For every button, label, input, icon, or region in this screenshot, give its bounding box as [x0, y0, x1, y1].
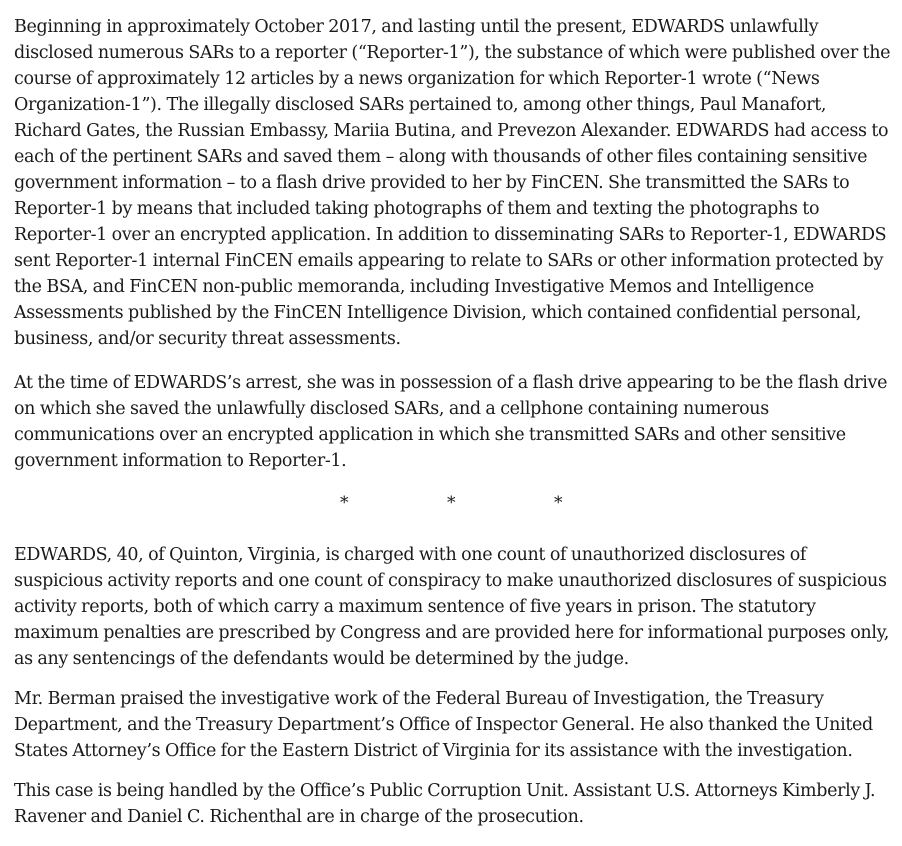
- paragraph-prosecution: This case is being handled by the Office’s Public Corruption Unit. Assistant U.S. Attorneys Kimberly J. Ravener and Daniel C. Richenthal are in charge of the prosecution.: [14, 781, 876, 827]
- separator-asterisk: *: [447, 493, 456, 513]
- section-separator: [14, 490, 894, 516]
- paragraph-charges: EDWARDS, 40, of Quinton, Virginia, is charged with one count of unauthorized disclosures of suspicious activity reports and one count of conspiracy to make unauthorized disclosures of suspicious activity reports, both of which carry a maximum sentence of five years in prison. The statutory maximum penalties are prescribed by Congress and are provided here for informational purposes only, as any sentencings of the defendants would be determined by the judge.: [14, 545, 890, 669]
- paragraph-disclosures: Beginning in approximately October 2017, and lasting until the present, EDWARDS unlawfully disclosed numerous SARs to a reporter (“Reporter-1”), the substance of which were published over the course of approximately 12 articles by a news organization for which Reporter-1 wrote (“News Organization-1”). The illegally disclosed SARs pertained to, among other things, Paul Manafort, Richard Gates, the Russian Embassy, Mariia Butina, and Prevezon Alexander. EDWARDS had access to each of the pertinent SARs and saved them – along with thousands of other files containing sensitive government information – to a flash drive provided to her by FinCEN. She transmitted the SARs to Reporter-1 by means that included taking photographs of them and texting the photographs to Reporter-1 over an encrypted application. In addition to disseminating SARs to Reporter-1, EDWARDS sent Reporter-1 internal FinCEN emails appearing to relate to SARs or other information protected by the BSA, and FinCEN non-public memoranda, including Investigative Memos and Intelligence Assessments published by the FinCEN Intelligence Division, which contained confidential personal, business, and/or security threat assessments.: [14, 17, 891, 349]
- press-release-body: [14, 14, 894, 844]
- paragraph-acknowledgements: Mr. Berman praised the investigative work of the Federal Bureau of Investigation, the Treasury Department, and the Treasury Department’s Office of Inspector General. He also thanked the United States Attorney’s Office for the Eastern District of Virginia for its assistance with the investigation.: [14, 689, 873, 761]
- separator-asterisk: *: [554, 493, 563, 513]
- paragraph-arrest: At the time of EDWARDS’s arrest, she was in possession of a flash drive appearing to be the flash drive on which she saved the unlawfully disclosed SARs, and a cellphone containing numerous communications over an encrypted application in which she transmitted SARs and other sensitive government information to Reporter-1.: [14, 373, 888, 471]
- separator-asterisk: *: [340, 493, 349, 513]
